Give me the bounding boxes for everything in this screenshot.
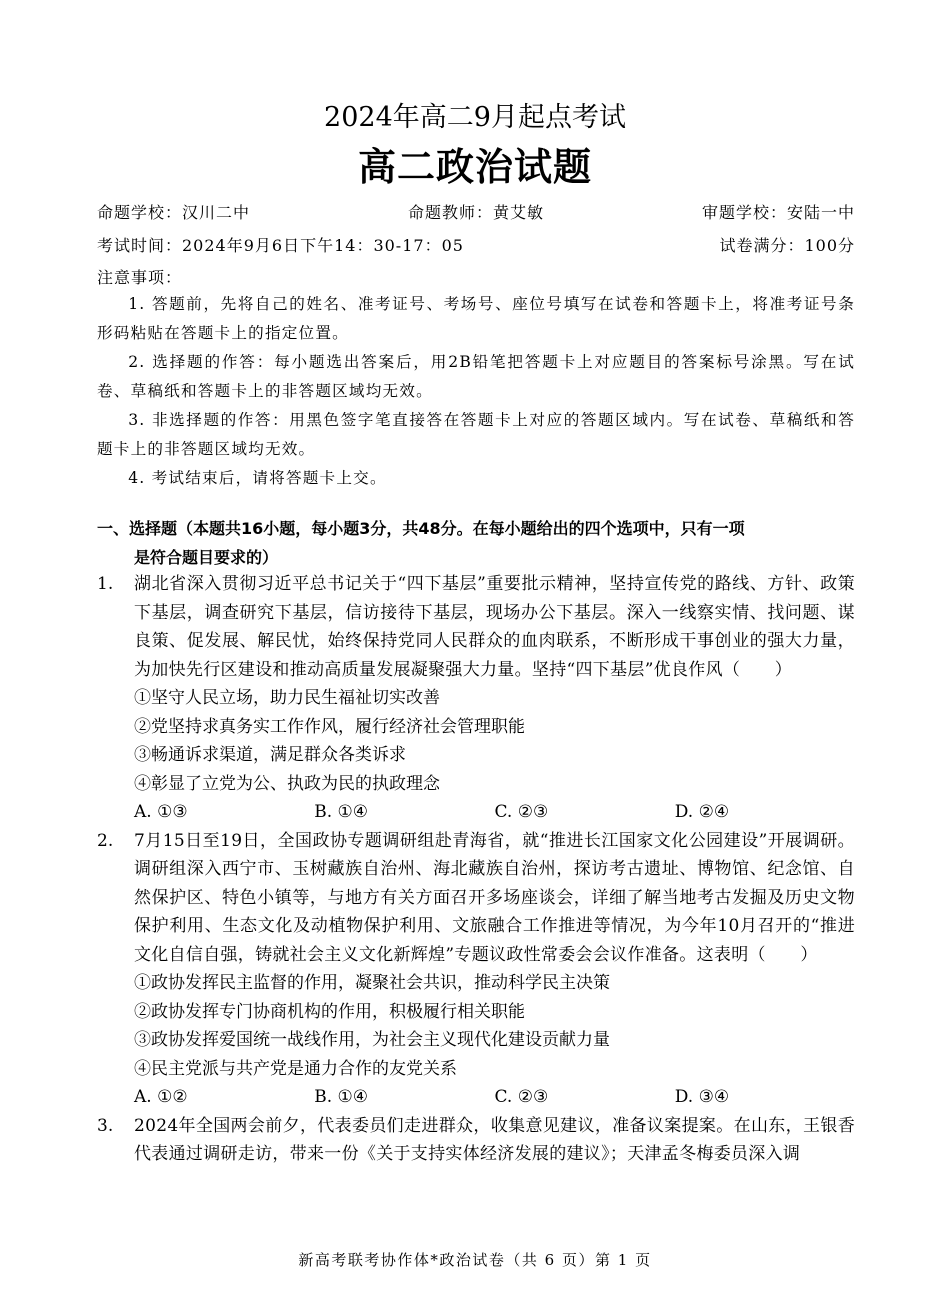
choice-b: B. ①④ bbox=[314, 802, 369, 822]
choice-a: A. ①③ bbox=[134, 802, 188, 822]
exam-meta-row-2 bbox=[97, 234, 855, 258]
choice-d: D. ②④ bbox=[674, 802, 730, 822]
review-school: 审题学校：安陆一中 bbox=[701, 203, 855, 222]
subject-title: 高二政治试题 bbox=[357, 144, 592, 189]
question-stem: 2024年全国两会前夕，代表委员们走进群众，收集意见建议，准备议案提案。在山东，王银香代表通过调研走访，带来一份《关于支持实体经济发展的建议》；天津孟冬梅委员深入调 bbox=[134, 1115, 855, 1164]
choice-c: C. ②③ bbox=[494, 1087, 549, 1107]
note-item: 3. 非选择题的作答：用黑色签字笔直接答在答题卡上对应的答题区域内。写在试卷、草稿纸和答题卡上的非答题区域均无效。 bbox=[97, 411, 855, 458]
setter-school: 命题学校：汉川二中 bbox=[97, 203, 251, 222]
statement-option: ④民主党派与共产党是通力合作的友党关系 bbox=[134, 1058, 457, 1079]
section-heading-line: 是符合题目要求的） bbox=[134, 548, 279, 567]
exam-time: 考试时间：2024年9月6日下午14：30-17：05 bbox=[97, 236, 464, 255]
note-item: 1. 答题前，先将自己的姓名、准考证号、考场号、座位号填写在试卷和答题卡上，将准考证号条形码粘贴在答题卡上的指定位置。 bbox=[97, 295, 855, 342]
question-number: 2. bbox=[97, 830, 114, 851]
statement-option: ②党坚持求真务实工作作风，履行经济社会管理职能 bbox=[134, 716, 525, 737]
exam-title: 2024年高二9月起点考试 bbox=[324, 102, 626, 133]
full-score: 试卷满分：100分 bbox=[719, 236, 855, 255]
notes-list bbox=[97, 290, 855, 493]
section-heading bbox=[97, 514, 855, 572]
note-item: 2. 选择题的作答：每小题选出答案后，用2B铅笔把答题卡上对应题目的答案标号涂黑。写在试卷、草稿纸和答题卡上的非答题区域均无效。 bbox=[97, 353, 855, 400]
choice-b: B. ①④ bbox=[314, 1087, 369, 1107]
question-stem: 7月15日至19日，全国政协专题调研组赴青海省，就“推进长江国家文化公园建设”开展调研。调研组深入西宁市、玉树藏族自治州、海北藏族自治州，探访考古遗址、博物馆、纪念馆、自然保护区、特色小镇等，与地方有关方面召开多场座谈会，详细了解当地考古发掘及历史文物保护利用、生态文化及动植物保护利用、文旅融合工作推进等情况，为今年10月召开的“推进文化自信自强，铸就社会主义文化新辉煌”专题议政性常委会会议作准备。这表明（ ） bbox=[134, 830, 855, 965]
choice-d: D. ③④ bbox=[674, 1087, 730, 1107]
statement-option: ③政协发挥爱国统一战线作用，为社会主义现代化建设贡献力量 bbox=[134, 1030, 610, 1050]
choice-a: A. ①② bbox=[134, 1087, 188, 1107]
question-1 bbox=[97, 570, 855, 827]
exam-meta-row-1 bbox=[97, 201, 855, 225]
statement-option: ①坚守人民立场，助力民生福祉切实改善 bbox=[134, 688, 440, 708]
page-footer: 新高考联考协作体*政治试卷（共 6 页）第 1 页 bbox=[298, 1251, 652, 1269]
statement-option: ④彰显了立党为公、执政为民的执政理念 bbox=[134, 773, 440, 794]
answer-choices bbox=[134, 1083, 855, 1112]
question-2 bbox=[97, 827, 855, 1112]
question-3 bbox=[97, 1112, 855, 1169]
setter-teacher: 命题教师：黄艾敏 bbox=[407, 203, 544, 222]
statement-option: ③畅通诉求渠道，满足群众各类诉求 bbox=[134, 745, 406, 765]
note-item: 4. 考试结束后，请将答题卡上交。 bbox=[128, 469, 387, 487]
question-list bbox=[97, 570, 855, 1169]
answer-choices bbox=[134, 798, 855, 827]
statement-option: ①政协发挥民主监督的作用，凝聚社会共识，推动科学民主决策 bbox=[134, 973, 610, 993]
choice-c: C. ②③ bbox=[494, 802, 549, 822]
section-heading-line: 一、选择题（本题共16小题，每小题3分，共48分。在每小题给出的四个选项中，只有一项 bbox=[97, 519, 745, 538]
notes-title: 注意事项： bbox=[97, 268, 183, 287]
question-number: 3. bbox=[97, 1115, 114, 1136]
question-stem: 湖北省深入贯彻习近平总书记关于“四下基层”重要批示精神，坚持宣传党的路线、方针、政策下基层，调查研究下基层，信访接待下基层，现场办公下基层。深入一线察实情、找问题、谋良策、促发展、解民忧，始终保持党同人民群众的血肉联系，不断形成干事创业的强大力量，为加快先行区建设和推动高质量发展凝聚强大力量。坚持“四下基层”优良作风（ ） bbox=[134, 574, 855, 680]
question-number: 1. bbox=[97, 574, 114, 594]
statement-option: ②政协发挥专门协商机构的作用，积极履行相关职能 bbox=[134, 1001, 525, 1022]
